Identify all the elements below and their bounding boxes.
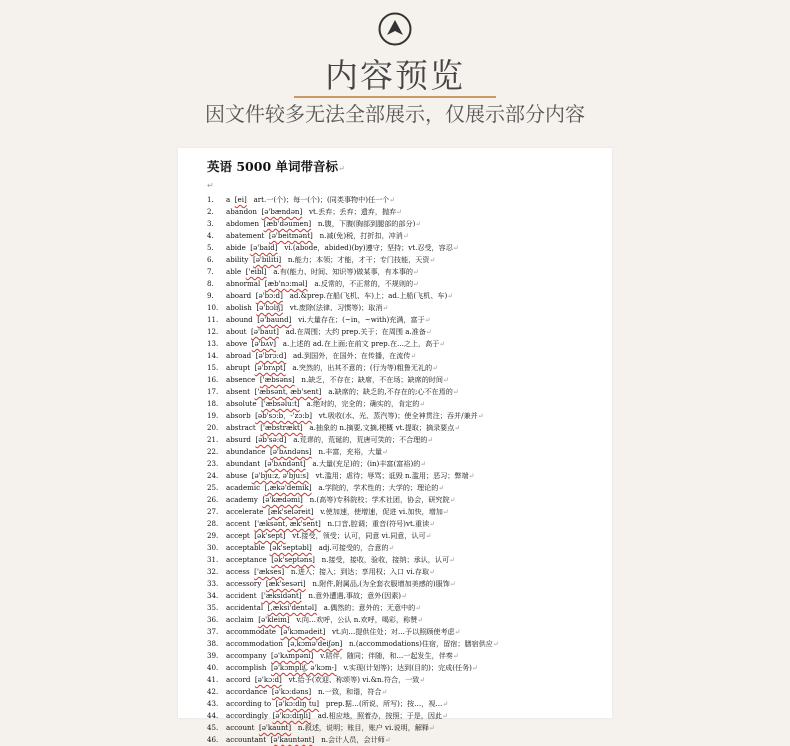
entry-number: 33. (207, 579, 219, 588)
entry-definition: ad.相应地，照着办，按照；于是，因此 (317, 711, 443, 720)
entry-phonetic: [ə'kaunt] (258, 723, 292, 732)
entry-word: abundant (226, 459, 261, 468)
paragraph-mark: ↵ (432, 363, 439, 372)
paragraph-mark: ↵ (429, 723, 435, 732)
paragraph-mark: ↵ (439, 339, 446, 348)
entry-definition: n.会计人员，会计师 (321, 735, 385, 744)
entry-definition: a.荒谬的，荒诞的，荒唐可笑的；不合理的 (293, 435, 428, 444)
entry-number: 40. (207, 663, 219, 672)
entry-definition: n.减(免)税，打折扣，冲消 (319, 231, 403, 240)
entry-phonetic: ['ækses] (254, 567, 285, 576)
paragraph-mark: ↵ (389, 195, 396, 204)
entry-phonetic: [ə'kɔ:diŋli] (272, 711, 311, 720)
entry-word: absolute (226, 399, 257, 408)
entry-number: 6. (207, 255, 214, 264)
entry-phonetic: [ək'sept] (254, 531, 286, 540)
list-item (207, 446, 606, 458)
list-item (207, 242, 606, 254)
entry-number: 34. (207, 591, 219, 600)
entry-phonetic: [æb'dəumen] (263, 219, 312, 228)
entry-phonetic: [ə'biliti] (252, 255, 282, 264)
entry-phonetic: ['æksidənt] (261, 591, 302, 600)
entry-phonetic: [ə'baund] (257, 315, 292, 324)
entry-phonetic: [ə'kɔ:dəns] (271, 687, 312, 696)
entry-phonetic: [ə'kleim] (258, 615, 290, 624)
list-item (207, 422, 606, 434)
list-item (207, 530, 606, 542)
paragraph-mark: ↵ (402, 231, 409, 240)
entry-definition: a.突然的，出其不意的；(行为等)粗鲁无礼的 (292, 363, 433, 372)
list-item (207, 302, 606, 314)
entry-phonetic: [,æksi'dentəl] (267, 603, 317, 612)
paragraph-mark: ↵ (443, 375, 449, 384)
entry-phonetic: [ə'kædəmi] (262, 495, 303, 504)
list-item (207, 674, 606, 686)
entry-number: 19. (207, 411, 219, 420)
entry-word: accordingly (226, 711, 269, 720)
entry-phonetic: [ei] (234, 195, 247, 204)
entry-number: 29. (207, 531, 219, 540)
entry-definition: n.口音,腔调；重音(符号)vt.重读 (327, 519, 430, 528)
entry-number: 1. (207, 195, 214, 204)
list-item (207, 698, 606, 710)
entry-number: 21. (207, 435, 219, 444)
entry-definition: a.缺席的；缺乏的,不存在的;心不在焉的 (328, 387, 453, 396)
entry-word: abstract (226, 423, 256, 432)
entry-definition: v.向…欢呼，公认 n.欢呼，喝彩，称赞 (296, 615, 418, 624)
paragraph-mark: ↵ (442, 507, 449, 516)
paragraph-mark: ↵ (384, 735, 391, 744)
entry-phonetic: ['æksənt, æk'sent] (254, 519, 321, 528)
entry-number: 46. (207, 735, 219, 744)
paragraph-mark: ↵ (429, 519, 436, 528)
list-item (207, 278, 606, 290)
entry-definition: n.一致，和谐，符合 (317, 687, 382, 696)
entry-definition: a.有(能力、时间、知识等)做某事，有本事的 (273, 267, 414, 276)
entry-number: 31. (207, 555, 219, 564)
list-item (207, 290, 606, 302)
entry-word: accomplish (226, 663, 267, 672)
entry-word: accord (226, 675, 251, 684)
entry-definition: vt.滥用；虐待；辱骂；诋毁 n.滥用；恶习；弊端 (315, 471, 469, 480)
word-list (207, 194, 606, 746)
entry-number: 13. (207, 339, 219, 348)
entry-definition: a.偶然的；意外的；无意中的 (323, 603, 416, 612)
list-item (207, 194, 606, 206)
entry-definition: n.意外遭遇,事故；意外(因素) (308, 591, 402, 600)
entry-number: 14. (207, 351, 219, 360)
list-item (207, 494, 606, 506)
paragraph-mark: ↵ (401, 591, 408, 600)
paragraph-mark: ↵ (477, 411, 484, 420)
entry-number: 27. (207, 507, 219, 516)
list-item (207, 362, 606, 374)
entry-word: accountant (226, 735, 267, 744)
entry-word: absence (226, 375, 256, 384)
entry-number: 35. (207, 603, 219, 612)
entry-definition: vt.废除(法律、习惯等)；取消 (289, 303, 383, 312)
entry-number: 26. (207, 495, 219, 504)
entry-word: accompany (226, 651, 267, 660)
entry-definition: vt.吸收(水、光、蒸汽等)；使全神贯注；吞并/兼并 (318, 411, 478, 420)
entry-number: 20. (207, 423, 219, 432)
document-preview (178, 148, 612, 744)
entry-number: 11. (207, 315, 219, 324)
entry-phonetic: [æk'sesəri] (265, 579, 306, 588)
entry-definition: adj.可接受的，合意的 (318, 543, 389, 552)
entry-definition: prep.据…(所说、所写)；按…，视… (325, 699, 443, 708)
entry-word: aboard (226, 291, 252, 300)
paragraph-mark: ↵ (413, 279, 419, 288)
entry-word: accommodation (226, 639, 283, 648)
entry-word: accidental (226, 603, 264, 612)
entry-word: academy (226, 495, 258, 504)
entry-word: abide (226, 243, 246, 252)
list-item (207, 554, 606, 566)
entry-phonetic: [ə'bʌv] (251, 339, 277, 348)
paragraph-mark: ↵ (396, 207, 403, 216)
entry-number: 42. (207, 687, 219, 696)
paragraph-mark: ↵ (452, 651, 459, 660)
paragraph-mark: ↵ (415, 603, 422, 612)
paragraph-mark: ↵ (413, 267, 419, 276)
paragraph-mark: ↵ (425, 327, 432, 336)
entry-definition: a.大量(充足)的；(in)丰富(富裕)的 (312, 459, 421, 468)
paragraph-mark: ↵ (452, 387, 459, 396)
paragraph-mark: ↵ (429, 567, 436, 576)
list-item (207, 230, 606, 242)
list-item (207, 578, 606, 590)
list-item (207, 650, 606, 662)
paragraph-mark: ↵ (425, 531, 432, 540)
entry-phonetic: [ə'beitmənt] (268, 231, 313, 240)
entry-phonetic: [ə'baid] (250, 243, 278, 252)
list-item (207, 734, 606, 746)
entry-phonetic: [ə'brʌpt] (254, 363, 286, 372)
entry-phonetic: [ə'bju:z, ə'bju:s] (251, 471, 309, 480)
entry-definition: ad.在周围；大约 prep.关于；在周围 a.准备 (285, 327, 426, 336)
entry-word: accessory (226, 579, 262, 588)
entry-word: accelerate (226, 507, 264, 516)
paragraph-mark: ↵ (382, 303, 389, 312)
list-item (207, 434, 606, 446)
paragraph-mark: ↵ (207, 181, 214, 190)
entry-word: accent (226, 519, 250, 528)
entry-number: 30. (207, 543, 219, 552)
entry-number: 2. (207, 207, 214, 216)
entry-definition: n.腹，下腹(胸部到腿部的部分) (317, 219, 416, 228)
entry-phonetic: [ə'bɔliʃ] (256, 303, 283, 312)
entry-word: accident (226, 591, 257, 600)
entry-number: 28. (207, 519, 219, 528)
list-item (207, 386, 606, 398)
page-subtitle: 因文件较多无法全部展示，仅展示部分内容 (205, 102, 585, 126)
entry-number: 43. (207, 699, 219, 708)
list-item (207, 566, 606, 578)
entry-word: abnormal (226, 279, 261, 288)
paragraph-mark: ↵ (381, 687, 388, 696)
entry-phonetic: [ə'kauntənt] (270, 735, 315, 744)
list-item (207, 254, 606, 266)
entry-word: ability (226, 255, 249, 264)
paragraph-mark: ↵ (420, 459, 427, 468)
entry-phonetic: [ə'baut] (250, 327, 279, 336)
up-arrow-circle-icon (378, 12, 412, 46)
paragraph-mark: ↵ (382, 447, 388, 456)
entry-definition: vi.大量存在；(~in，~with)充满，富于 (298, 315, 425, 324)
entry-number: 18. (207, 399, 219, 408)
entry-word: accordance (226, 687, 268, 696)
entry-number: 10. (207, 303, 219, 312)
list-item (207, 482, 606, 494)
entry-number: 8. (207, 279, 214, 288)
entry-word: about (226, 327, 247, 336)
list-item (207, 518, 606, 530)
entry-definition: n.缺乏，不存在；缺席，不在场；缺席的时间 (301, 375, 443, 384)
entry-definition: n.附件,附属品,(为全套衣服增加美感的)服饰 (312, 579, 450, 588)
paragraph-mark: ↵ (429, 255, 436, 264)
entry-phonetic: [ə'bʌndəns] (269, 447, 312, 456)
entry-word: abatement (226, 231, 265, 240)
entry-definition: v.使加速，使增速，促进 vi.加快，增加 (320, 507, 443, 516)
entry-phonetic: [ə'kɔ:diŋ tu] (275, 699, 320, 708)
entry-word: according to (226, 699, 272, 708)
entry-number: 32. (207, 567, 219, 576)
entry-word: acceptable (226, 543, 266, 552)
entry-definition: v.陪伴，随同；伴随，和...一起发生，伴奏 (320, 651, 453, 660)
entry-phonetic: [ə'kɔmədeit] (280, 627, 326, 636)
entry-definition: n.能力；本领；才能，才干；专门技能，天资 (287, 255, 430, 264)
entry-word: accommodate (226, 627, 276, 636)
paragraph-mark: ↵ (447, 291, 454, 300)
entry-number: 37. (207, 627, 219, 636)
list-item (207, 590, 606, 602)
paragraph-mark: ↵ (442, 699, 449, 708)
entry-word: above (226, 339, 248, 348)
list-item (207, 542, 606, 554)
entry-definition: n.接受，接收，验收，接纳；承认，认可 (321, 555, 450, 564)
list-item (207, 410, 606, 422)
entry-number: 45. (207, 723, 219, 732)
paragraph-mark: ↵ (449, 495, 456, 504)
entry-phonetic: [ə'kɔmpliʃ, ə'kɔm-] (270, 663, 337, 672)
entry-definition: a.抽象的 n.摘要,文摘,梗概 vt.提取；摘录要点 (309, 423, 455, 432)
paragraph-mark: ↵ (452, 243, 459, 252)
entry-number: 17. (207, 387, 219, 396)
entry-phonetic: [ə'bɔ:d] (255, 291, 283, 300)
list-item (207, 206, 606, 218)
entry-number: 22. (207, 447, 219, 456)
entry-definition: n.叙述，说明；账目，账户 vi.说明，解释 (297, 723, 430, 732)
paragraph-mark: ↵ (388, 543, 395, 552)
entry-number: 3. (207, 219, 214, 228)
entry-word: abundance (226, 447, 266, 456)
entry-phonetic: [ə'bʌndənt] (264, 459, 306, 468)
list-item (207, 506, 606, 518)
page-title: 内容预览 (325, 56, 465, 95)
entry-word: accept (226, 531, 250, 540)
entry-word: abdomen (226, 219, 260, 228)
paragraph-mark: ↵ (454, 627, 461, 636)
entry-definition: a.上述的 ad.在上面;在前文 prep.在...之上，高于 (282, 339, 440, 348)
entry-number: 9. (207, 291, 214, 300)
paragraph-mark: ↵ (454, 423, 461, 432)
list-item (207, 710, 606, 722)
list-item (207, 326, 606, 338)
entry-definition: vt.接受，领受；认可，同意 vi.同意，认可 (292, 531, 426, 540)
entry-phonetic: [æk'seləreit] (268, 507, 314, 516)
entry-definition: a.反常的，不正常的，不规则的 (314, 279, 414, 288)
entry-number: 39. (207, 651, 219, 660)
entry-definition: v.实现(计划等)；达到(目的)；完成(任务) (343, 663, 472, 672)
entry-word: absorb (226, 411, 251, 420)
entry-number: 4. (207, 231, 214, 240)
entry-number: 15. (207, 363, 219, 372)
entry-word: abuse (226, 471, 248, 480)
entry-word: account (226, 723, 255, 732)
entry-number: 7. (207, 267, 214, 276)
paragraph-mark: ↵ (438, 483, 445, 492)
list-item (207, 218, 606, 230)
entry-phonetic: [ək'septəns] (271, 555, 315, 564)
entry-number: 41. (207, 675, 219, 684)
entry-number: 5. (207, 243, 214, 252)
entry-word: acceptance (226, 555, 267, 564)
entry-phonetic: [ək'septəbl] (269, 543, 312, 552)
entry-definition: ad.到国外，在国外；在传播，在流传 (293, 351, 411, 360)
entry-word: abrupt (226, 363, 251, 372)
list-item (207, 626, 606, 638)
entry-number: 23. (207, 459, 219, 468)
entry-phonetic: [ə'kɔ:d] (254, 675, 282, 684)
list-item (207, 470, 606, 482)
list-item (207, 662, 606, 674)
entry-definition: ad.&prep.在船(飞机、车)上；ad.上船(飞机、车) (289, 291, 448, 300)
paragraph-mark: ↵ (471, 663, 478, 672)
paragraph-mark: ↵ (492, 639, 499, 648)
list-item (207, 374, 606, 386)
paragraph-mark: ↵ (468, 471, 475, 480)
entry-definition: vt.向…提供住处；对…予以照顾使考虑 (332, 627, 455, 636)
entry-word: absurd (226, 435, 251, 444)
document-title: 英语 5000 单词带音标↵ (207, 159, 345, 174)
paragraph-mark: ↵ (419, 675, 426, 684)
list-item (207, 614, 606, 626)
entry-word: abandon (226, 207, 257, 216)
entry-phonetic: [æb'nɔ:məl] (264, 279, 308, 288)
paragraph-mark: ↵ (415, 219, 422, 228)
entry-number: 44. (207, 711, 219, 720)
entry-definition: n.(accommodations)住宿，留宿；膳宿供应 (349, 639, 493, 648)
entry-definition: n.(高等)专科院校；学术社团，协会，研究院 (309, 495, 450, 504)
list-item (207, 602, 606, 614)
entry-phonetic: ['eibl] (245, 267, 267, 276)
paragraph-mark: ↵ (449, 555, 456, 564)
entry-phonetic: [ə'bændən] (261, 207, 303, 216)
entry-number: 12. (207, 327, 219, 336)
entry-word: a (226, 195, 231, 204)
entry-word: abound (226, 315, 253, 324)
entry-number: 24. (207, 471, 219, 480)
entry-phonetic: [ə'kʌmpəni] (271, 651, 314, 660)
paragraph-mark: ↵ (442, 711, 449, 720)
entry-definition: a.绝对的，完全的；确实的，肯定的 (306, 399, 420, 408)
list-item (207, 686, 606, 698)
entry-phonetic: ['æbstrækt] (260, 423, 303, 432)
entry-definition: a.学院的，学术性的；大学的；理论的 (318, 483, 439, 492)
entry-number: 38. (207, 639, 219, 648)
entry-phonetic: [,ækə'demik] (264, 483, 312, 492)
entry-definition: art.一(个)；每一(个)；(同类事物中)任一个 (253, 195, 390, 204)
entry-phonetic: [əb'sə:d] (255, 435, 287, 444)
list-item (207, 398, 606, 410)
entry-word: able (226, 267, 242, 276)
entry-phonetic: ['æbsənt, æb'sent] (254, 387, 322, 396)
entry-word: abolish (226, 303, 252, 312)
entry-word: abroad (226, 351, 252, 360)
list-item (207, 266, 606, 278)
entry-word: absent (226, 387, 251, 396)
list-item (207, 314, 606, 326)
list-item (207, 722, 606, 734)
entry-definition: vt.丢弃；丢弃；遗弃，抛弃 (309, 207, 397, 216)
paragraph-mark: ↵ (427, 435, 434, 444)
entry-phonetic: [ə,kɔmə'deiʃən] (287, 639, 343, 648)
paragraph-mark: ↵ (410, 351, 417, 360)
entry-definition: vt.给予(欢迎、称颂等) vi.&n.符合，一致 (288, 675, 420, 684)
entry-phonetic: ['æbsəlu:t] (261, 399, 300, 408)
entry-definition: vi.(abode，abided)(by)遵守；坚持；vt.忍受，容忍 (284, 243, 453, 252)
entry-word: acclaim (226, 615, 254, 624)
entry-number: 25. (207, 483, 219, 492)
entry-phonetic: [əb'sɔ:b，-'zɔ:b] (255, 411, 312, 420)
entry-number: 16. (207, 375, 219, 384)
entry-definition: n.丰富，充裕，大量 (318, 447, 383, 456)
list-item (207, 338, 606, 350)
entry-word: academic (226, 483, 261, 492)
entry-phonetic: [ə'brɔ:d] (255, 351, 287, 360)
paragraph-mark: ↵ (417, 615, 424, 624)
list-item (207, 638, 606, 650)
entry-definition: n.进入；接入；到达；享用权；入口 vi.存取 (290, 567, 430, 576)
paragraph-mark: ↵ (449, 579, 456, 588)
entry-phonetic: ['æbsəns] (259, 375, 295, 384)
entry-number: 36. (207, 615, 219, 624)
list-item (207, 458, 606, 470)
paragraph-mark: ↵ (419, 399, 426, 408)
list-item (207, 350, 606, 362)
paragraph-mark: ↵ (424, 315, 431, 324)
entry-word: access (226, 567, 250, 576)
